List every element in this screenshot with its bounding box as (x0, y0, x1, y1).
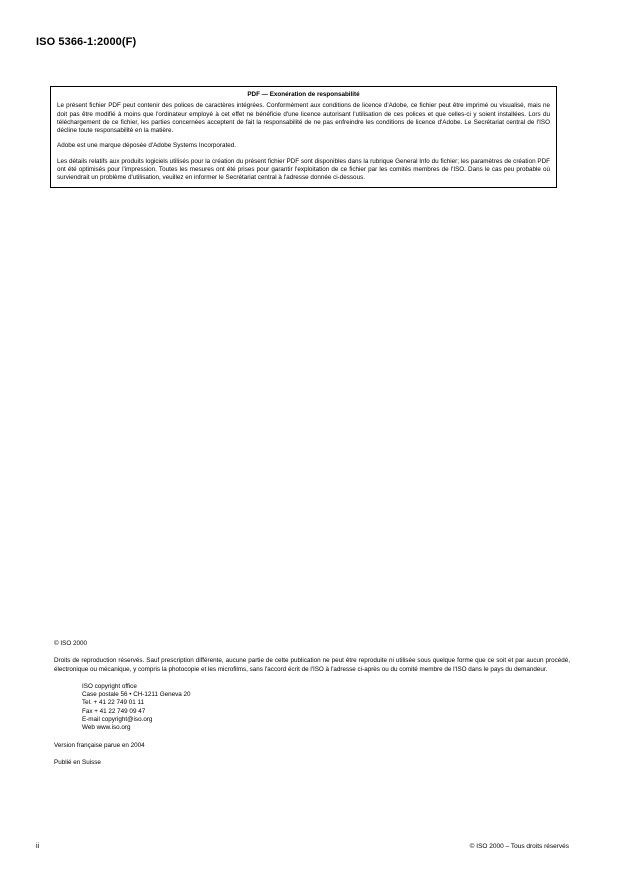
address-line: Case postale 56 • CH-1211 Geneva 20 (82, 691, 191, 699)
address-line: Fax + 41 22 749 09 47 (82, 707, 146, 715)
copyright-section (54, 640, 570, 776)
published-note: Publié en Suisse (54, 758, 101, 766)
address-web: Web www.iso.org (82, 724, 131, 732)
address-line: ISO copyright office (82, 682, 137, 690)
address-email: E-mail copyright@iso.org (82, 716, 153, 724)
disclaimer-paragraph: Le présent fichier PDF peut contenir des polices de caractères intégrées. Conformément aux conditions de licence d'Adobe, ce fichier peut être imprimé ou visualisé, mais ne doit pas être modifié à moins que l'ordinateur employé à cet effet ne bénéficie d'une licence autorisant l'utilisation de ces polices et que celles-ci y soient installées. Lors du téléchargement de ce fichier, les parties concernées acceptent de fait la responsabilité de ne pas enfreindre les conditions de licence d'Adobe. Le Secrétariat central de l'ISO décline toute responsabilité en la matière. (57, 102, 550, 135)
address-line: Tel. + 41 22 749 01 11 (82, 699, 145, 707)
disclaimer-paragraph: Adobe est une marque déposée d'Adobe Systems Incorporated. (57, 142, 237, 150)
pdf-disclaimer-box (50, 86, 557, 188)
copyright-rights-text: Droits de reproduction réservés. Sauf prescription différente, aucune partie de cette publication ne peut être reproduite ni utilisée sous quelque forme que ce soit et par aucun procédé, électronique ou mécanique, y compris la photocopie et les microfilms, sans l'accord écrit de l'ISO à l'adresse ci-après ou du comité membre de l'ISO dans le pays du demandeur. (54, 657, 570, 673)
copyright-office-address (82, 683, 570, 733)
copyright-symbol-line: © ISO 2000 (54, 640, 87, 647)
disclaimer-paragraph: Les détails relatifs aux produits logiciels utilisés pour la création du présent fichier PDF sont disponibles dans la rubrique General Info du fichier; les paramètres de création PDF ont été optimisés pour l'impression. Toutes les mesures ont été prises pour garantir l'exploitation de ce fichier par les comités membres de l'ISO. Dans le cas peu probable où surviendrait un problème d'utilisation, veuillez en informer le Secrétariat central à l'adresse donnée ci-dessous. (57, 157, 550, 182)
footer-rights: © ISO 2000 – Tous droits réservés (469, 843, 569, 850)
page-number: ii (36, 843, 40, 850)
version-note: Version française parue en 2004 (54, 741, 145, 749)
disclaimer-title: PDF — Exonération de responsabilité (247, 91, 360, 98)
document-id: ISO 5366-1:2000(F) (36, 36, 137, 48)
